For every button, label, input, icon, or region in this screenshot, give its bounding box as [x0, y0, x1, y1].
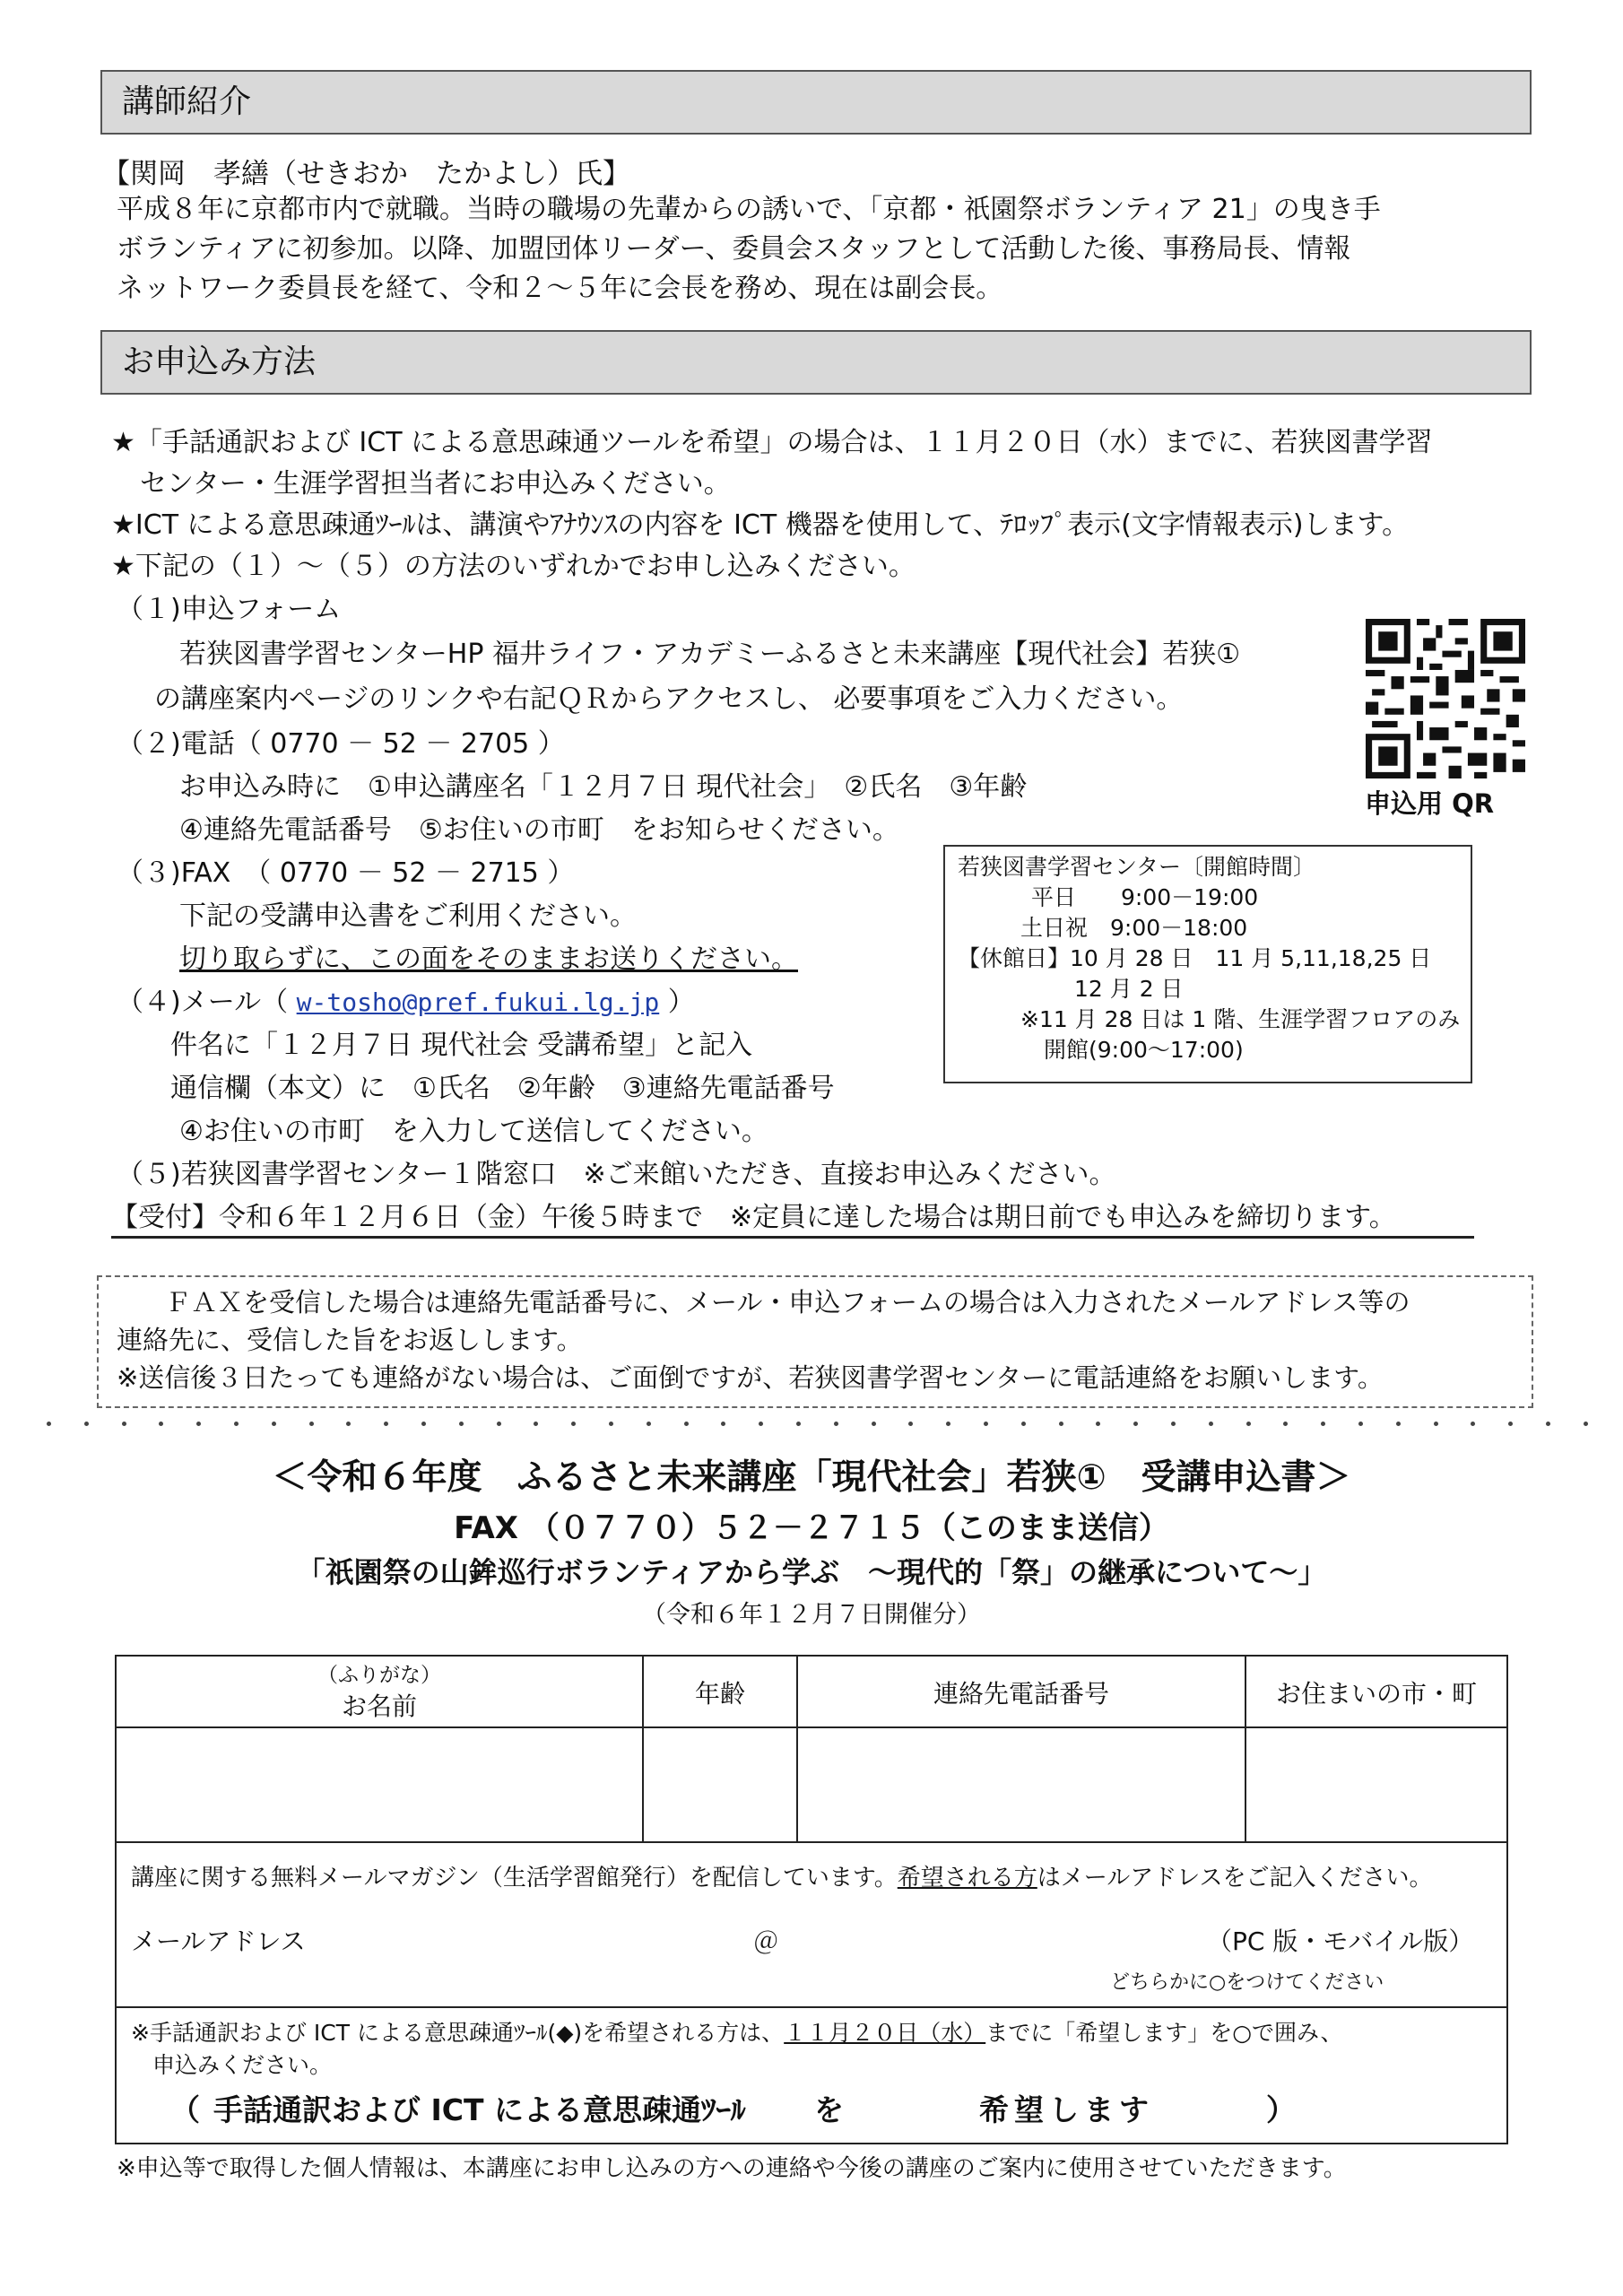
- cut-line-dot: [647, 1422, 651, 1426]
- method-mail-heading: [117, 985, 695, 1021]
- hours-weekday: 平日 9:00－19:00: [1031, 884, 1259, 910]
- method-window-heading: （５)若狭図書学習センター１階窓口 ※ご来館いただき、直接お申込みください。: [117, 1159, 1116, 1190]
- cut-line-dot: [1508, 1422, 1513, 1426]
- hours-title: 若狭図書学習センター〔開館時間〕: [958, 854, 1316, 880]
- cut-line-dot: [534, 1422, 538, 1426]
- cut-line-dot: [1021, 1422, 1026, 1426]
- apply-line: ★ICT による意思疎通ﾂｰﾙは、講演やｱﾅｳﾝｽの内容を ICT 機器を使用して、ﾃﾛｯﾌﾟ表示(文字情報表示)します。: [111, 509, 1410, 541]
- cut-line-dot: [796, 1422, 801, 1426]
- cut-line-dot: [196, 1422, 201, 1426]
- privacy-note: ※申込等で取得した個人情報は、本講座にお申し込みの方への連絡や今後の講座のご案内に使用させていただきます。: [117, 2155, 1347, 2182]
- cut-line-dot: [459, 1422, 464, 1426]
- method-phone-heading: （２)電話（ 0770 － 52 － 2705 ）: [117, 728, 565, 760]
- cut-line-dot: [946, 1422, 950, 1426]
- cut-line-dot: [759, 1422, 763, 1426]
- reply-note-box: [97, 1275, 1533, 1408]
- hours-closed: 【休館日】10 月 28 日 11 月 5,11,18,25 日: [958, 945, 1432, 971]
- cut-line-dot: [684, 1422, 689, 1426]
- instructor-name: 【関岡 孝繕（せきおか たかよし）氏】: [102, 158, 630, 190]
- cut-line-dot: [1584, 1422, 1588, 1426]
- email-label: メールアドレス: [131, 1926, 306, 1956]
- hours-closed-dec: 12 月 2 日: [1074, 976, 1184, 1002]
- apply-section-header: お申込み方法: [100, 330, 1532, 395]
- ict-note: ※手話通訳および ICT による意思疎通ﾂｰﾙ(◆)を希望される方は、１１月２０日（水）までに「希望します」を○で囲み、: [131, 2020, 1343, 2046]
- method-form-text: 若狭図書学習センターHP 福井ライフ・アカデミーふるさと未来講座【現代社会】若狭①: [179, 639, 1241, 670]
- name-field[interactable]: [118, 1728, 642, 1841]
- qr-label: 申込用 QR: [1365, 788, 1495, 819]
- cut-line-dot: [1059, 1422, 1063, 1426]
- form-subtitle: 「祇園祭の山鉾巡行ボランティアから学ぶ ～現代的「祭」の継承について～」: [296, 1555, 1327, 1589]
- form-title: ＜令和６年度 ふるさと未来講座「現代社会」若狭① 受講申込書＞: [272, 1457, 1351, 1498]
- hours-note: ※11 月 28 日は 1 階、生涯学習フロアのみ: [1020, 1006, 1461, 1032]
- cut-line-dot: [1209, 1422, 1213, 1426]
- cut-line-dot: [984, 1422, 988, 1426]
- cut-line-dot: [1283, 1422, 1288, 1426]
- cut-line-dot: [346, 1422, 351, 1426]
- instructor-section-header: 講師紹介: [100, 70, 1532, 135]
- cut-line-dot: [834, 1422, 838, 1426]
- cut-line-dot: [609, 1422, 613, 1426]
- age-field[interactable]: [644, 1728, 796, 1841]
- method-fax-text: 下記の受講申込書をご利用ください。: [179, 900, 637, 932]
- hours-note-time: 開館(9:00～17:00): [1044, 1037, 1244, 1063]
- mail-heading-prefix: （４)メール（: [117, 987, 297, 1018]
- cut-line-dot: [159, 1422, 163, 1426]
- hours-weekend: 土日祝 9:00－18:00: [1020, 915, 1248, 941]
- method-form-heading: （１)申込フォーム: [117, 594, 342, 625]
- at-sign: ＠: [753, 1926, 779, 1956]
- apply-line: センター・生涯学習担当者にお申込みください。: [140, 468, 731, 500]
- instructor-bio-line: ネットワーク委員長を経て、令和２～５年に会長を務め、現在は副会長。: [117, 273, 1003, 304]
- instructor-bio-line: 平成８年に京都市内で就職。当時の職場の先輩からの誘いで、「京都・祇園祭ボランティア 21」の曳き手: [117, 194, 1381, 225]
- deadline-line: 【受付】令和６年１２月６日（金）午後５時まで ※定員に達した場合は期日前でも申込みを締切ります。: [111, 1200, 1474, 1239]
- qr-code-image[interactable]: [1366, 619, 1525, 778]
- cut-line-dot: [571, 1422, 576, 1426]
- method-fax-note: 切り取らずに、この面をそのままお送りください。: [179, 944, 798, 975]
- cut-line-dot: [721, 1422, 725, 1426]
- phone-field[interactable]: [798, 1728, 1245, 1841]
- address-field[interactable]: [1246, 1728, 1506, 1841]
- reply-note-line: ※送信後３日たっても連絡がない場合は、ご面倒ですが、若狭図書学習センターに電話連絡をお願いします。: [117, 1362, 1384, 1393]
- ict-open-paren: （: [170, 2092, 200, 2127]
- form-date: （令和６年１２月７日開催分）: [642, 1601, 981, 1629]
- opening-hours-box: [943, 845, 1472, 1083]
- cut-line-dot: [1434, 1422, 1438, 1426]
- cut-line-dot: [1321, 1422, 1325, 1426]
- cut-line-dot: [1246, 1422, 1251, 1426]
- cut-line-dot: [1396, 1422, 1401, 1426]
- cut-line-dot: [1471, 1422, 1475, 1426]
- application-form-table: [115, 1655, 1508, 2144]
- ict-hope-option[interactable]: 希望します: [979, 2092, 1154, 2127]
- mail-heading-suffix: ）: [659, 987, 695, 1018]
- cut-line-dot: [1096, 1422, 1100, 1426]
- ict-close-paren: ）: [1266, 2092, 1296, 2127]
- phone-header: 連絡先電話番号: [933, 1679, 1109, 1709]
- cut-line-dot: [122, 1422, 126, 1426]
- method-phone-text: お申込み時に ①申込講座名「１２月７日 現代社会」 ②氏名 ③年齢: [179, 771, 1028, 803]
- method-fax-heading: （３)FAX （ 0770 － 52 － 2715 ）: [117, 857, 575, 889]
- cut-line-dot: [47, 1422, 51, 1426]
- cut-line-dot: [908, 1422, 913, 1426]
- cut-line-dot: [84, 1422, 89, 1426]
- cut-line-dot: [309, 1422, 314, 1426]
- cut-line-dot: [234, 1422, 239, 1426]
- address-header: お住まいの市・町: [1275, 1679, 1477, 1709]
- reply-note-line: ＦＡＸを受信した場合は連絡先電話番号に、メール・申込フォームの場合は入力されたメールアドレス等の: [165, 1287, 1410, 1318]
- device-choice-note: どちらかに○をつけてください: [1110, 1971, 1384, 1994]
- cut-line-dot: [1133, 1422, 1138, 1426]
- cut-line-dot: [1546, 1422, 1550, 1426]
- device-choice[interactable]: （PC 版・モバイル版）: [1207, 1926, 1474, 1956]
- method-form-text: の講座案内ページのリンクや右記ＱＲからアクセスし、 必要事項をご入力ください。: [154, 683, 1184, 715]
- form-fax: FAX （０７７０）５２－２７１５（このまま送信）: [454, 1510, 1169, 1546]
- apply-line: ★「手話通訳および ICT による意思疎通ツールを希望」の場合は、１１月２０日（水）までに、若狭図書学習: [111, 427, 1433, 458]
- method-phone-text: ④連絡先電話番号 ⑤お住いの市町 をお知らせください。: [179, 814, 899, 846]
- cut-line-dot: [421, 1422, 426, 1426]
- email-link[interactable]: w-tosho@pref.fukui.lg.jp: [296, 987, 660, 1017]
- method-mail-text: ④お住いの市町 を入力して送信してください。: [179, 1116, 768, 1147]
- cut-line-dot: [1171, 1422, 1176, 1426]
- ict-wo: を: [814, 2092, 844, 2127]
- age-header: 年齢: [694, 1679, 745, 1709]
- instructor-bio-line: ボランティアに初参加。以降、加盟団体リーダー、委員会スタッフとして活動した後、事務局長、情報: [117, 233, 1351, 265]
- apply-line: ★下記の（１）～（５）の方法のいずれかでお申し込みください。: [111, 551, 916, 582]
- reply-note-line: 連絡先に、受信した旨をお返しします。: [117, 1325, 583, 1355]
- cut-line: [36, 1422, 1596, 1432]
- cut-line-dot: [384, 1422, 388, 1426]
- cut-line-dot: [497, 1422, 501, 1426]
- name-header: お名前: [341, 1692, 417, 1721]
- furigana-label: （ふりがな）: [317, 1664, 441, 1687]
- cut-line-dot: [272, 1422, 276, 1426]
- mail-magazine-note: 講座に関する無料メールマガジン（生活学習館発行）を配信しています。希望される方はメールアドレスをご記入ください。: [131, 1865, 1433, 1892]
- method-mail-text: 通信欄（本文）に ①氏名 ②年齢 ③連絡先電話番号: [170, 1073, 835, 1104]
- ict-note-cont: 申込みください。: [152, 2052, 333, 2078]
- ict-request-item: 手話通訳および ICT による意思疎通ﾂｰﾙ: [213, 2092, 746, 2127]
- cut-line-dot: [1358, 1422, 1363, 1426]
- cut-line-dot: [872, 1422, 876, 1426]
- method-mail-text: 件名に「１２月７日 現代社会 受講希望」と記入: [170, 1030, 753, 1061]
